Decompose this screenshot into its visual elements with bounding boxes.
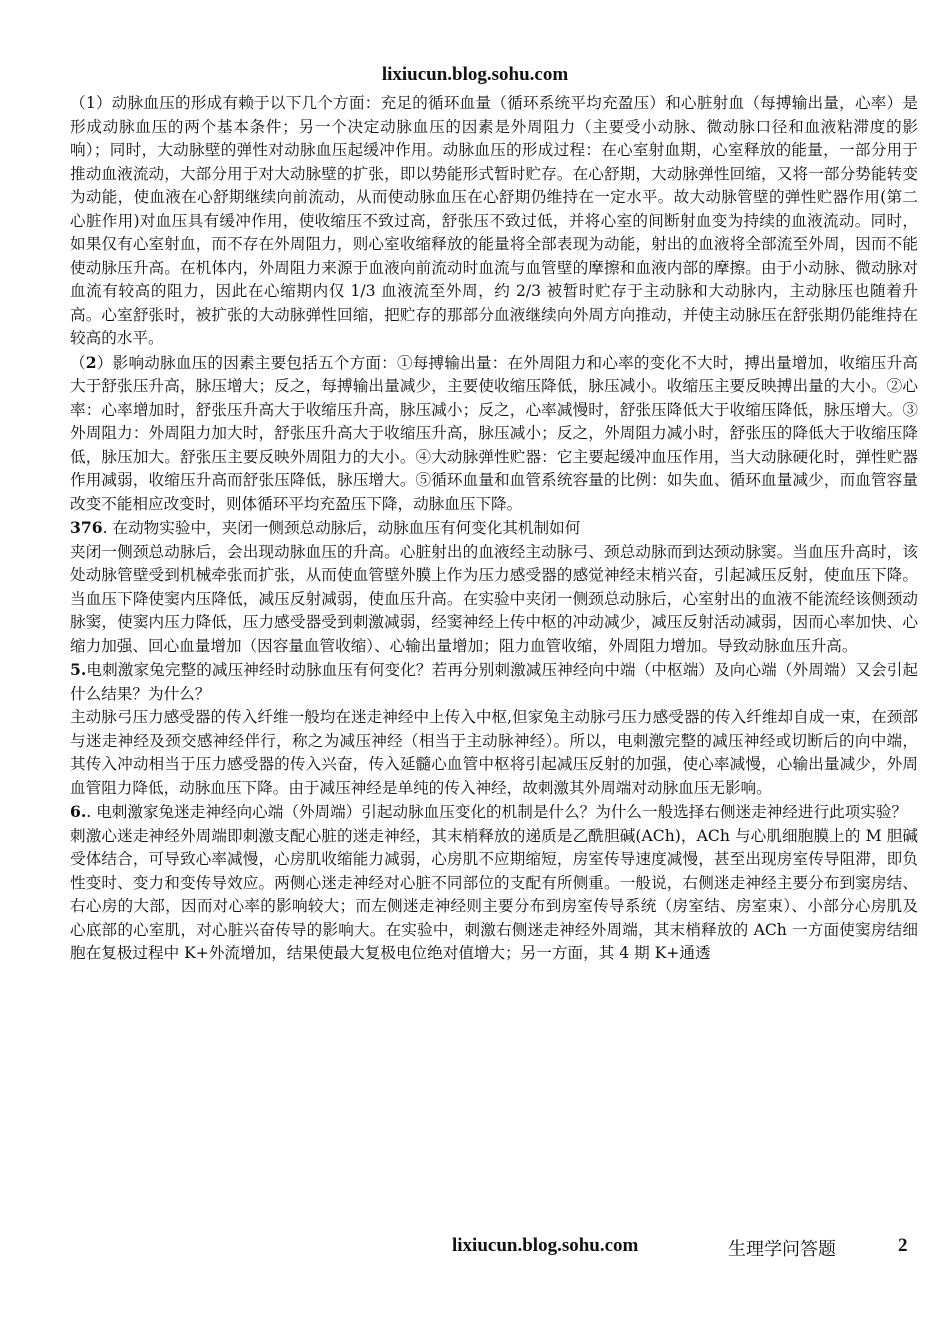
question-376: 376. 在动物实验中，夹闭一侧颈总动脉后，动脉血压有何变化其机制如何 (70, 518, 581, 537)
question-5: 5.电刺激家兔完整的减压神经时动脉血压有何变化？若再分别刺激减压神经向中端（中枢端）及向心端（外周端）又会引起什么结果？为什么？ (70, 660, 918, 703)
answer-6: 刺激心迷走神经外周端即刺激支配心脏的迷走神经，其末梢释放的递质是乙酰胆碱(ACh)，ACh 与心肌细胞膜上的 M 胆碱受体结合，可导致心率减慢，心房肌收缩能力减弱，心房肌不应期缩短，房室传导速度减慢，甚至出现房室传导阻滞，即负性变时、变力和变传导效应。两侧心迷走神经对心脏不同部位的支配有所侧重。一般说，右侧迷走神经主要分布到窦房结、右心房的大部，因而对心率的影响较大；而左侧迷走神经则主要分布到房室传导系统（房室结、房室束）、小部分心房肌及心底部的心室肌，对心脏兴奋传导的影响大。在实验中，刺激右侧迷走神经外周端，其末梢释放的 ACh 一方面使窦房结细胞在复极过程中 K+外流增加，结果使最大复极电位绝对值增大；另一方面，其 4 期 K+通透 (70, 826, 918, 962)
question-number: 6. (70, 802, 87, 821)
answer-5: 主动脉弓压力感受器的传入纤维一般均在迷走神经中上传入中枢,但家兔主动脉弓压力感受器的传入纤维却自成一束，在颈部与迷走神经及颈交感神经伴行，称之为减压神经（相当于主动脉神经）。所以，电刺激完整的减压神经或切断后的向中端，其传入冲动相当于压力感受器的传入兴奋，传入延髓心血管中枢将引起减压反射的加强，使心率减慢，心输出量减少，外周血管阻力降低，动脉血压下降。由于减压神经是单纯的传入神经，故刺激其外周端对动脉血压无影响。 (70, 708, 918, 797)
question-number: 376 (70, 518, 103, 537)
page-header: lixiucun.blog.sohu.com (381, 64, 569, 85)
footer-title: 生理学问答题 (728, 1239, 836, 1260)
question-6: 6.. 电刺激家兔迷走神经向心端（外周端）引起动脉血压变化的机制是什么？为什么一般选择右侧迷走神经进行此项实验？ (70, 802, 908, 821)
answer-376: 夹闭一侧颈总动脉后，会出现动脉血压的升高。心脏射出的血液经主动脉弓、颈总动脉而到达颈动脉窦。当血压升高时，该处动脉管壁受到机械牵张而扩张，从而使血管壁外膜上作为压力感受器的感觉神经末梢兴奋，引起减压反射，使血压下降。当血压下降使窦内压降低，减压反射减弱，使血压升高。在实验中夹闭一侧颈总动脉后，心室射出的血液不能流经该侧颈动脉窦，使窦内压力降低，压力感受器受到刺激减弱，经窦神经上传中枢的冲动减少，减压反射活动减弱，因而心率加快、心缩力加强、回心血量增加（因容量血管收缩）、心输出量增加；阻力血管收缩，外周阻力增加。导致动脉血压升高。 (70, 542, 918, 655)
page-body (70, 92, 918, 966)
question-number: 5. (70, 660, 87, 679)
page-footer (0, 1235, 950, 1265)
paragraph-number: 2 (85, 352, 97, 372)
footer-site: lixiucun.blog.sohu.com (452, 1235, 639, 1256)
paragraph-arterial-pressure-factors: （2）影响动脉血压的因素主要包括五个方面：①每搏输出量：在外周阻力和心率的变化不大时，搏出量增加，收缩压升高大于舒张压升高，脉压增大；反之，每搏输出量减少，主要使收缩压降低，脉压减小。收缩压主要反映搏出量的大小。②心率：心率增加时，舒张压升高大于收缩压升高，脉压减小；反之，心率减慢时，舒张压降低大于收缩压降低，脉压增大。③外周阻力：外周阻力加大时，舒张压升高大于收缩压升高，脉压减小；反之，外周阻力减小时，舒张压的降低大于收缩压降低，脉压加大。舒张压主要反映外周阻力的大小。④大动脉弹性贮器：它主要起缓冲血压作用，当大动脉硬化时，弹性贮器作用减弱，收缩压升高而舒张压降低，脉压增大。⑤循环血量和血管系统容量的比例：如失血、循环血量减少，而血管容量改变不能相应改变时，则体循环平均充盈压下降，动脉血压下降。 (70, 352, 918, 513)
page-number: 2 (898, 1235, 908, 1256)
paragraph-arterial-pressure-formation: （1）动脉血压的形成有赖于以下几个方面：充足的循环血量（循环系统平均充盈压）和心脏射血（每搏输出量，心率）是形成动脉血压的两个基本条件；另一个决定动脉血压的因素是外周阻力（主要受小动脉、微动脉口径和血液粘滞度的影响）；同时，大动脉壁的弹性对动脉血压起缓冲作用。动脉血压的形成过程：在心室射血期，心室释放的能量，一部分用于推动血液流动，大部分用于对大动脉壁的扩张，即以势能形式暂时贮存。在心舒期，大动脉弹性回缩，又将一部分势能转变为动能，使血液在心舒期继续向前流动，从而使动脉血压在心舒期仍维持在一定水平。故大动脉管壁的弹性贮器作用(第二心脏作用)对血压具有缓冲作用，使收缩压不致过高，舒张压不致过低，并将心室的间断射血变为持续的血液流动。同时，如果仅有心室射血，而不存在外周阻力，则心室收缩释放的能量将全部表现为动能，射出的血液将全部流至外周，因而不能使动脉压升高。在机体内，外周阻力来源于血液向前流动时血流与血管壁的摩擦和血液内部的摩擦。由于小动脉、微动脉对血流有较高的阻力，因此在心缩期内仅 1/3 血液流至外周，约 2/3 被暂时贮存于主动脉和大动脉内，主动脉压也随着升高。心室舒张时，被扩张的大动脉弹性回缩，把贮存的那部分血液继续向外周方向推动，并使主动脉压在舒张期仍能维持在较高的水平。 (70, 94, 918, 347)
